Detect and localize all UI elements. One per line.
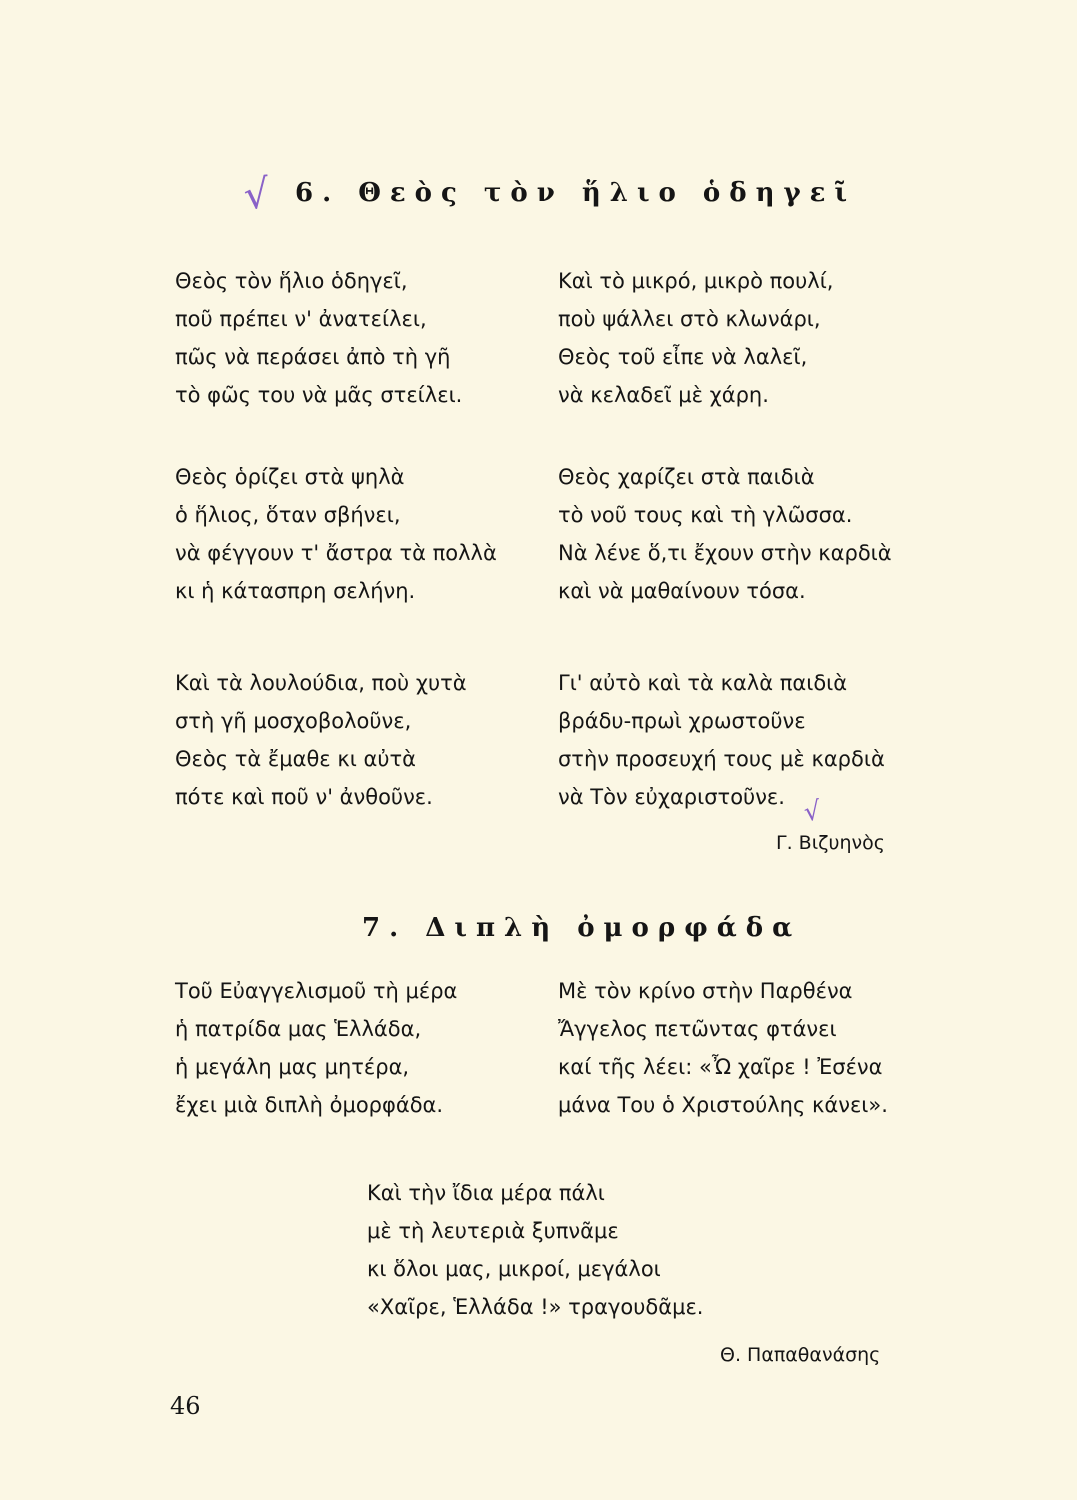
verse-line: τὸ φῶς του νὰ μᾶς στείλει.: [175, 383, 463, 407]
verse-line: στὴν προσευχή τους μὲ καρδιὰ: [558, 747, 885, 771]
verse-line: Καὶ τὴν ἴδια μέρα πάλι: [367, 1181, 605, 1205]
poem-6-author: Γ. Βιζυηνὸς: [776, 832, 885, 854]
verse-line: νὰ φέγγουν τ' ἄστρα τὰ πολλὰ: [175, 541, 497, 565]
poem-7-stanza-2: [558, 972, 888, 1124]
poem-7-title-text: Διπλὴ ὀμορφάδα: [425, 913, 802, 943]
verse-line: καὶ νὰ μαθαίνουν τόσα.: [558, 579, 806, 603]
verse-line: Θεὸς χαρίζει στὰ παιδιὰ: [558, 465, 815, 489]
verse-line: Μὲ τὸν κρίνο στὴν Παρθένα: [558, 979, 853, 1003]
verse-line: ἔχει μιὰ διπλὴ ὀμορφάδα.: [175, 1093, 444, 1117]
verse-line: Καὶ τὰ λουλούδια, ποὺ χυτὰ: [175, 671, 467, 695]
verse-line: πότε καὶ ποῦ ν' ἀνθοῦνε.: [175, 785, 433, 809]
verse-line: Τοῦ Εὐαγγελισμοῦ τὴ μέρα: [175, 979, 458, 1003]
verse-line: κι ὅλοι μας, μικροί, μεγάλοι: [367, 1257, 661, 1281]
poem-6-number: 6.: [295, 178, 341, 208]
verse-line: ὁ ἥλιος, ὅταν σβήνει,: [175, 503, 401, 527]
poem-6-stanza-6: [558, 664, 885, 816]
verse-line: Ἄγγελος πετῶντας φτάνει: [558, 1017, 837, 1041]
verse-line: μάνα Του ὁ Χριστούλης κάνει».: [558, 1093, 888, 1117]
verse-line: Καὶ τὸ μικρό, μικρὸ πουλί,: [558, 269, 834, 293]
verse-line: Γι' αὐτὸ καὶ τὰ καλὰ παιδιὰ: [558, 671, 848, 695]
poem-6-title: [295, 178, 856, 208]
verse-line: ποῦ πρέπει ν' ἀνατείλει,: [175, 307, 427, 331]
poem-7-title: [362, 913, 801, 943]
verse-line: τὸ νοῦ τους καὶ τὴ γλῶσσα.: [558, 503, 853, 527]
page-number: 46: [170, 1392, 201, 1420]
poem-7-number: 7.: [362, 913, 408, 943]
poem-6-stanza-2: [558, 262, 833, 414]
poem-6-stanza-3: [175, 458, 497, 610]
poem-7-author: Θ. Παπαθανάσης: [720, 1344, 881, 1366]
verse-line: νὰ κελαδεῖ μὲ χάρη.: [558, 383, 769, 407]
verse-line: Θεὸς τοῦ εἶπε νὰ λαλεῖ,: [558, 345, 808, 369]
poem-6-stanza-1: [175, 262, 462, 414]
verse-line: ἡ πατρίδα μας Ἑλλάδα,: [175, 1017, 422, 1041]
poem-7-stanza-3: [367, 1174, 703, 1326]
poem-6-stanza-5: [175, 664, 467, 816]
poem-6-title-text: Θεὸς τὸν ἥλιο ὁδηγεῖ: [358, 178, 857, 208]
verse-line: πῶς νὰ περάσει ἀπὸ τὴ γῆ: [175, 345, 451, 369]
verse-line: κι ἡ κάτασπρη σελήνη.: [175, 579, 416, 603]
verse-line: νὰ Τὸν εὐχαριστοῦνε.: [558, 785, 785, 809]
verse-line: ποὺ ψάλλει στὸ κλωνάρι,: [558, 307, 821, 331]
verse-line: «Χαῖρε, Ἑλλάδα !» τραγουδᾶμε.: [367, 1295, 704, 1319]
poem-6-stanza-4: [558, 458, 892, 610]
check-mark-icon: √: [241, 170, 272, 220]
poem-7-stanza-1: [175, 972, 457, 1124]
check-mark-icon: √: [801, 795, 823, 829]
verse-line: καί τῆς λέει: «Ὦ χαῖρε ! Ἐσένα: [558, 1055, 883, 1079]
verse-line: ἡ μεγάλη μας μητέρα,: [175, 1055, 410, 1079]
verse-line: Νὰ λένε ὅ,τι ἔχουν στὴν καρδιὰ: [558, 541, 892, 565]
verse-line: μὲ τὴ λευτεριὰ ξυπνᾶμε: [367, 1219, 619, 1243]
verse-line: Θεὸς ὁρίζει στὰ ψηλὰ: [175, 465, 405, 489]
verse-line: Θεὸς τὰ ἔμαθε κι αὐτὰ: [175, 747, 416, 771]
verse-line: βράδυ-πρωὶ χρωστοῦνε: [558, 709, 806, 733]
verse-line: Θεὸς τὸν ἥλιο ὁδηγεῖ,: [175, 269, 408, 293]
verse-line: στὴ γῆ μοσχοβολοῦνε,: [175, 709, 412, 733]
